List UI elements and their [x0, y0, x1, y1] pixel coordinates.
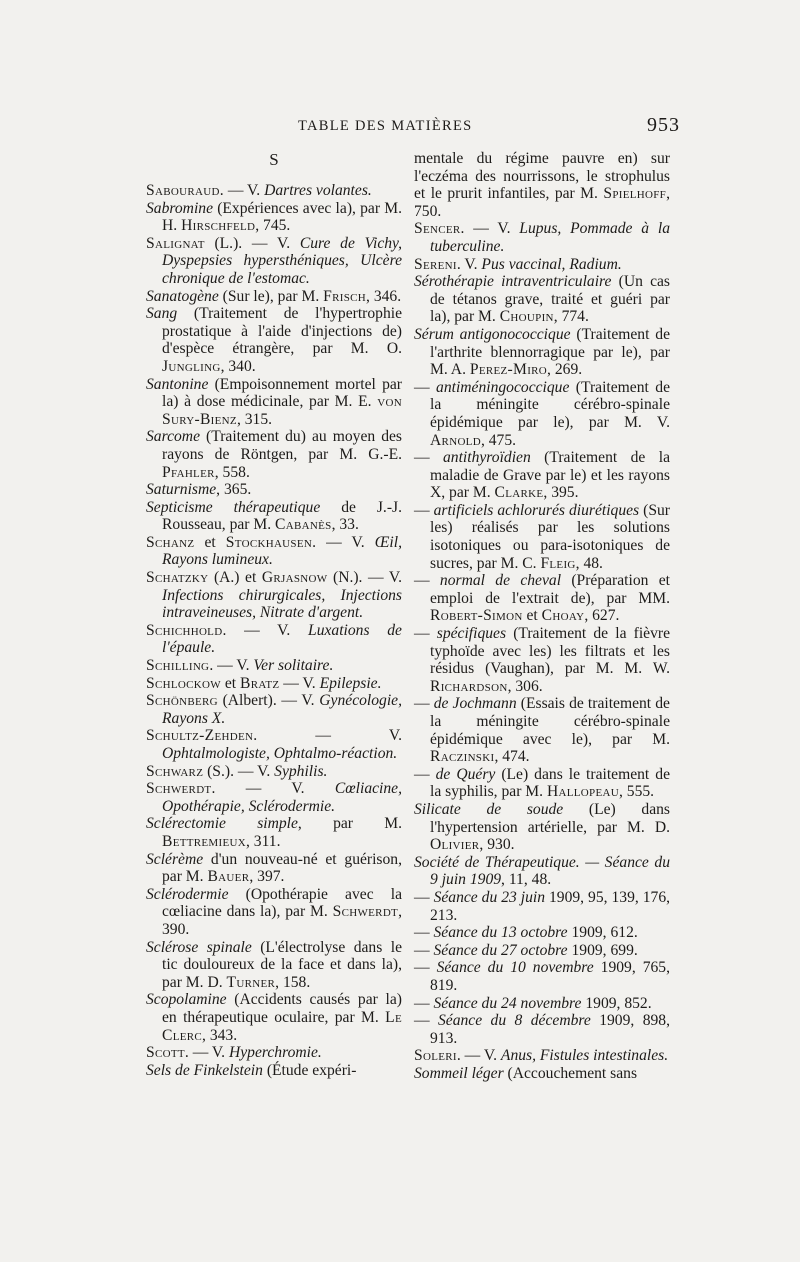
- entry-text: (Opothérapie avec la cœliacine dans la), par M.: [162, 885, 402, 921]
- entry-text: de J.-J. Rousseau, par M.: [162, 498, 402, 534]
- entry-text: — V.: [279, 674, 320, 692]
- entry-text: (Étude expéri-: [262, 1061, 357, 1079]
- subject-term: Saturnisme: [146, 481, 217, 499]
- subject-term: antithyroïdien: [443, 449, 531, 467]
- subject-term: Sclérodermie: [146, 885, 229, 903]
- entry-text: 1909, 699.: [567, 941, 638, 959]
- entry-text: —: [414, 572, 440, 590]
- author-name: Schatzky: [146, 569, 209, 587]
- entry-text: , 11, 48.: [501, 871, 552, 889]
- index-entry: [146, 288, 402, 306]
- index-entry: [146, 675, 402, 693]
- subject-term: Lupus, Pommade à la tuberculine.: [430, 220, 670, 255]
- entry-text: . — V.: [209, 657, 254, 675]
- entry-text: —: [414, 994, 434, 1012]
- author-name: Turner: [226, 973, 276, 991]
- entry-text: et: [194, 533, 226, 551]
- entry-text: d'un nouveau-né et guérison, par M.: [162, 850, 402, 886]
- subject-term: Séance du 13 octobre: [433, 924, 568, 942]
- index-entry: [414, 150, 670, 220]
- entry-text: (Un cas de tétanos grave, traité et guéri par la), par M.: [430, 273, 670, 326]
- entry-text: (A.) et: [208, 569, 262, 587]
- subject-term: Luxations de l'épaule.: [162, 621, 402, 657]
- index-entry: [414, 924, 670, 942]
- index-entry: [414, 942, 670, 960]
- index-entry: [146, 692, 402, 727]
- entry-text: , 158.: [275, 973, 311, 991]
- entry-text: —: [414, 888, 434, 906]
- entry-text: (Le) dans le traitement de la syphilis, par M.: [430, 765, 670, 801]
- subject-term: Sabromine: [146, 199, 213, 217]
- index-column-right: [414, 150, 670, 1082]
- subject-term: Silicate de soude: [414, 800, 564, 818]
- entry-text: —: [414, 765, 436, 783]
- subject-term: Sang: [146, 305, 178, 323]
- index-entry: [146, 1044, 402, 1062]
- running-head: TABLE DES MATIÈRES: [298, 118, 473, 134]
- subject-term: Séance du 10 novembre: [436, 959, 594, 977]
- entry-text: —: [414, 1012, 438, 1030]
- index-entry: [414, 995, 670, 1013]
- entry-text: (Traitement du) au moyen des rayons de Röntgen, par M. G.-E.: [162, 428, 402, 463]
- index-entry: [146, 886, 402, 939]
- entry-text: , 395.: [543, 484, 579, 502]
- author-name: Schanz: [146, 533, 195, 551]
- subject-term: antiméningococcique: [436, 378, 570, 396]
- entry-text: (Traitement de l'arthrite blennorragique par le), par M. A.: [430, 325, 670, 379]
- subject-term: normal de cheval: [439, 572, 562, 590]
- index-entry: [146, 376, 402, 429]
- subject-term: Sarcome: [146, 428, 200, 446]
- entry-text: —: [414, 695, 434, 713]
- author-name: Pfahler: [162, 463, 215, 481]
- subject-term: Œil, Rayons lumineux.: [162, 533, 402, 569]
- entry-text: (Expériences avec la), par M. H.: [162, 199, 402, 235]
- entry-text: (N.). — V.: [327, 569, 402, 587]
- author-name: Cabanès: [275, 516, 332, 534]
- author-name: Bauer: [207, 868, 250, 886]
- entry-text: mentale du régime pauvre en) sur l'eczéma des nourrissons, le strophulus et le prurit infantiles, par M.: [414, 150, 670, 203]
- entry-text: . V.: [456, 255, 482, 273]
- index-entry: [146, 1062, 402, 1080]
- index-entry: [146, 815, 402, 850]
- author-name: Schwerdt: [146, 780, 212, 798]
- entry-text: , 627.: [584, 607, 620, 625]
- entry-text: , 745.: [255, 217, 291, 235]
- author-name: Schilling: [146, 657, 210, 675]
- subject-term: artificiels achlorurés diurétiques: [433, 501, 640, 519]
- author-name: Olivier: [430, 836, 480, 854]
- subject-term: Séance du 8 décembre: [438, 1012, 591, 1030]
- entry-text: et: [522, 607, 542, 625]
- index-entry: [146, 481, 402, 499]
- author-name: Choay: [541, 607, 585, 625]
- index-entry: [146, 235, 402, 288]
- index-entry: [146, 200, 402, 235]
- author-name: Sabouraud.: [146, 182, 224, 199]
- author-name: Grjasnow: [261, 569, 328, 587]
- author-name: Sencer: [414, 220, 461, 238]
- entry-text: — V.: [223, 182, 265, 199]
- entry-text: , 33.: [331, 516, 359, 534]
- index-entry: [146, 780, 402, 815]
- author-name: Hallopeau: [546, 783, 619, 801]
- author-name: Le Clerc: [162, 1008, 402, 1044]
- entry-text: . — V.: [460, 220, 520, 238]
- subject-term: Gynécologie, Rayons X.: [162, 692, 402, 727]
- entry-text: , 365.: [216, 481, 252, 499]
- entry-text: —: [414, 625, 437, 643]
- entry-text: , 750.: [414, 185, 670, 220]
- entry-text: 1909, 95, 139, 176, 213.: [430, 888, 671, 924]
- entry-text: . — V.: [456, 1047, 501, 1065]
- entry-text: —: [414, 941, 434, 959]
- author-name: Schwarz: [146, 762, 204, 780]
- subject-term: Epilepsie.: [319, 674, 382, 692]
- subject-term: Cure de Vichy, Dyspepsies hypersthéniques, Ulcère chronique de l'estomac.: [162, 234, 402, 287]
- subject-term: Sanatogène: [146, 287, 219, 305]
- index-entry: [146, 569, 402, 622]
- subject-term: Sels de Finkelstein: [146, 1061, 263, 1079]
- subject-term: Séance du 24 novembre: [433, 994, 582, 1012]
- author-name: Fleig: [540, 554, 576, 572]
- author-name: Clarke: [494, 484, 544, 502]
- index-entry: [414, 695, 670, 765]
- index-entry: [146, 428, 402, 481]
- entry-text: —: [414, 449, 443, 467]
- entry-text: (Empoisonnement mortel par la) à dose médicinale, par M. E.: [162, 375, 402, 411]
- subject-term: Séance du 27 octobre: [433, 941, 568, 959]
- entry-text: (Albert). — V.: [217, 692, 320, 710]
- entry-text: . — V.: [312, 533, 375, 551]
- author-name: Spielhoff: [603, 185, 667, 203]
- subject-term: Infections chirurgicales, Injections intraveineuses, Nitrate d'argent.: [162, 586, 402, 622]
- entry-text: (Traitement de la maladie de Grave par le) et les rayons X, par M.: [430, 449, 670, 502]
- entry-text: . — V.: [184, 1044, 229, 1062]
- entry-text: , 306.: [507, 677, 543, 695]
- index-entry: [414, 449, 670, 502]
- entry-text: (Essais de traitement de la méningite cérébro-spinale épidémique avec le), par M.: [430, 695, 670, 748]
- entry-text: et: [220, 674, 240, 692]
- entry-text: 1909, 765, 819.: [430, 959, 670, 994]
- author-name: Schwerdt: [332, 903, 399, 921]
- subject-term: Pus vaccinal, Radium.: [481, 255, 622, 273]
- subject-term: Sclérose spinale: [146, 938, 252, 956]
- author-name: Stockhausen: [225, 533, 313, 551]
- author-name: Schichhold: [146, 621, 223, 639]
- entry-text: , 311.: [245, 832, 281, 850]
- subject-term: de Jochmann: [433, 695, 517, 713]
- index-entry: [414, 854, 670, 889]
- subject-term: Dartres volantes.: [264, 182, 372, 199]
- subject-term: Santonine: [146, 375, 209, 393]
- author-name: Bettremieux: [162, 832, 246, 850]
- entry-text: (Sur le), par M.: [218, 287, 324, 305]
- entry-text: (Accidents causés par la) en thérapeutique oculaire, par M.: [162, 991, 402, 1026]
- index-entry: [414, 625, 670, 695]
- index-entry: [146, 851, 402, 886]
- author-name: Choupin: [499, 308, 554, 326]
- index-entry: [414, 502, 670, 572]
- entry-text: (Traitement de la fièvre typhoïde avec les) les filtrats et les résidus (Vaughan), par M. M. W.: [430, 625, 670, 678]
- index-entry: [414, 220, 670, 255]
- subject-term: Cœliacine, Opothérapie, Sclérodermie.: [162, 780, 402, 815]
- index-entry: [146, 763, 402, 781]
- entry-text: , 558.: [214, 463, 250, 481]
- subject-term: Séance du 23 juin: [433, 888, 546, 906]
- index-entry: [414, 572, 670, 625]
- index-entry: [146, 534, 402, 569]
- index-entry: [146, 622, 402, 657]
- index-entry: [414, 379, 670, 449]
- entry-text: , par M.: [297, 815, 403, 833]
- subject-term: de Quéry: [435, 765, 496, 783]
- entry-text: (Sur les) réalisés par les solutions isotoniques ou para-isotoniques de sucres, par M. C.: [430, 501, 670, 572]
- author-name: Raczinski: [430, 748, 495, 766]
- letter-heading: S: [269, 150, 279, 169]
- entry-text: , 48.: [575, 554, 603, 572]
- entry-text: 1909, 898, 913.: [430, 1012, 670, 1047]
- author-name: Richardson: [430, 677, 508, 695]
- index-entry: [146, 499, 402, 534]
- entry-text: . — V.: [253, 727, 402, 745]
- index-entry: [146, 991, 402, 1044]
- subject-term: Sclérectomie simple: [146, 815, 298, 833]
- author-name: Schlockow: [146, 674, 221, 692]
- entry-text: 1909, 852.: [581, 994, 652, 1012]
- entry-text: —: [414, 924, 434, 942]
- entry-text: —: [414, 501, 434, 519]
- index-entry: [146, 657, 402, 675]
- entry-text: , 474.: [494, 748, 530, 766]
- index-entry: [146, 939, 402, 992]
- index-entry: [146, 727, 402, 762]
- author-name: Robert-Simon: [430, 607, 523, 625]
- entry-text: —: [414, 959, 437, 977]
- index-entry: [414, 889, 670, 924]
- index-entries-left: [146, 182, 402, 1079]
- index-entry: [414, 801, 670, 854]
- index-entry: [414, 273, 670, 326]
- author-name: Bratz: [240, 674, 280, 692]
- author-name: Schönberg: [146, 692, 218, 710]
- subject-term: Hyperchromie.: [228, 1044, 322, 1062]
- entry-text: (Le) dans l'hypertension artérielle, par M. D.: [430, 800, 670, 836]
- entry-text: . — V.: [211, 780, 335, 798]
- index-entry: [414, 1047, 670, 1065]
- index-entry: [414, 326, 670, 379]
- subject-term: Ver solitaire.: [253, 657, 334, 675]
- subject-term: Scopolamine: [146, 991, 227, 1009]
- author-name: Scott: [146, 1044, 185, 1062]
- author-name: Schultz-Zehden: [146, 727, 254, 745]
- entry-text: , 930.: [479, 836, 515, 854]
- entry-text: (L.). — V.: [204, 234, 300, 252]
- page-number: 953: [647, 114, 680, 136]
- entry-text: , 343.: [202, 1026, 238, 1044]
- index-entry: [414, 1065, 670, 1083]
- author-name: Frisch: [323, 287, 367, 305]
- author-name: Soleri: [414, 1047, 457, 1065]
- index-entry: [414, 1012, 670, 1047]
- subject-term: Syphilis.: [274, 762, 328, 780]
- entry-text: —: [414, 378, 437, 396]
- author-name: von Sury-Bienz: [162, 393, 402, 428]
- entry-text: . — V.: [222, 621, 309, 639]
- entry-text: , 555.: [618, 783, 655, 801]
- entry-text: , 774.: [553, 308, 589, 326]
- author-name: Jungling: [162, 357, 221, 375]
- entry-text: (L'électrolyse dans le tic douloureux de la face et dans la), par M. D.: [162, 938, 402, 991]
- page-header: [150, 114, 680, 138]
- entry-text: , 397.: [249, 868, 285, 886]
- subject-term: Septicisme thérapeutique: [146, 498, 321, 516]
- subject-term: Sommeil léger: [414, 1064, 504, 1082]
- author-name: Arnold: [430, 431, 481, 449]
- index-column-left: [146, 150, 402, 1079]
- entry-text: , 340.: [220, 357, 256, 375]
- index-entry: [414, 959, 670, 994]
- index-entries-right: [414, 150, 670, 1082]
- entry-text: (S.). — V.: [203, 762, 275, 780]
- index-entry: [414, 256, 670, 274]
- subject-term: Société de Thérapeutique. — Séance du 9 juin 1909: [414, 853, 670, 889]
- subject-term: Sérum antigonococcique: [414, 325, 571, 343]
- entry-text: (Préparation et emploi de l'extrait de), par MM.: [430, 572, 670, 607]
- entry-text: (Traitement de la méningite cérébro-spinale épidémique par le), par M. V.: [430, 378, 670, 431]
- subject-term: spécifiques: [436, 625, 507, 643]
- subject-term: Anus, Fistules intestinales.: [500, 1047, 669, 1065]
- author-name: Hirschfeld: [181, 217, 256, 235]
- author-name: Sereni: [414, 255, 457, 273]
- entry-text: , 269.: [547, 361, 583, 379]
- entry-text: (Accouchement sans: [503, 1064, 638, 1082]
- index-entry: [414, 766, 670, 801]
- index-entry: [146, 182, 402, 200]
- author-name: Salignat: [146, 234, 205, 252]
- entry-text: , 390.: [162, 903, 402, 938]
- subject-term: Sclérème: [146, 850, 204, 868]
- subject-term: Sérothérapie intraventriculaire: [414, 273, 612, 291]
- entry-text: , 346.: [366, 287, 402, 305]
- index-entry: [146, 305, 402, 375]
- entry-text: , 315.: [236, 410, 273, 428]
- entry-text: , 475.: [480, 431, 517, 449]
- entry-text: 1909, 612.: [567, 924, 638, 942]
- subject-term: Ophtalmologiste, Ophtalmo-réaction.: [162, 745, 398, 762]
- author-name: Perez-Miro: [469, 361, 548, 379]
- entry-text: (Traitement de l'hypertrophie prostatique à l'aide d'injections de) d'espèce étrangère, par M. O.: [162, 305, 402, 358]
